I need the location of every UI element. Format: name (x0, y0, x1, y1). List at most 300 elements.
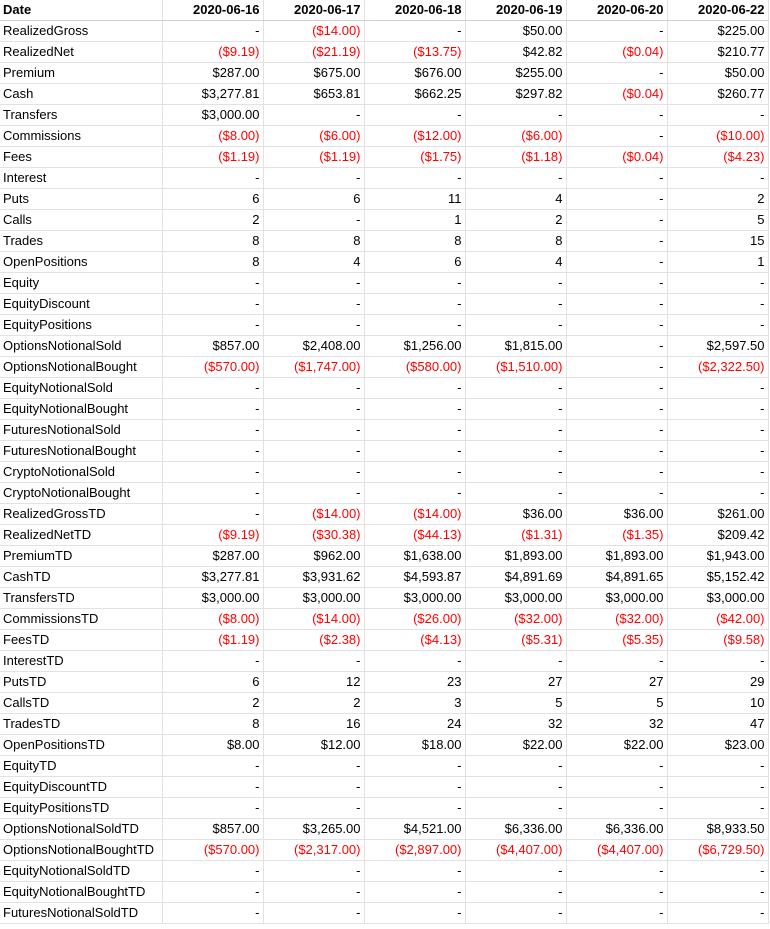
value-cell[interactable]: 8 (364, 231, 465, 252)
value-cell[interactable]: - (364, 798, 465, 819)
value-cell[interactable]: 1 (667, 252, 768, 273)
row-label-cell[interactable]: TransfersTD (0, 588, 162, 609)
value-cell[interactable]: - (364, 756, 465, 777)
value-cell[interactable]: - (364, 882, 465, 903)
value-cell[interactable]: - (667, 441, 768, 462)
value-cell[interactable]: ($14.00) (364, 504, 465, 525)
row-label-cell[interactable]: EquityDiscountTD (0, 777, 162, 798)
value-cell[interactable]: ($2,322.50) (667, 357, 768, 378)
value-cell[interactable]: - (667, 378, 768, 399)
value-cell[interactable]: 8 (162, 714, 263, 735)
value-cell[interactable]: - (263, 294, 364, 315)
value-cell[interactable]: - (263, 903, 364, 924)
value-cell[interactable]: $3,000.00 (465, 588, 566, 609)
value-cell[interactable]: 10 (667, 693, 768, 714)
value-cell[interactable]: - (566, 399, 667, 420)
value-cell[interactable]: 4 (465, 189, 566, 210)
value-cell[interactable]: 2 (667, 189, 768, 210)
row-label-cell[interactable]: OptionsNotionalSoldTD (0, 819, 162, 840)
value-cell[interactable]: - (667, 882, 768, 903)
value-cell[interactable]: - (465, 168, 566, 189)
value-cell[interactable]: - (364, 294, 465, 315)
value-cell[interactable]: - (465, 315, 566, 336)
value-cell[interactable]: - (162, 483, 263, 504)
value-cell[interactable]: ($2,317.00) (263, 840, 364, 861)
value-cell[interactable]: ($1.18) (465, 147, 566, 168)
value-cell[interactable]: 27 (566, 672, 667, 693)
value-cell[interactable]: - (667, 756, 768, 777)
value-cell[interactable]: $4,891.69 (465, 567, 566, 588)
value-cell[interactable]: $1,893.00 (465, 546, 566, 567)
value-cell[interactable]: $3,000.00 (162, 588, 263, 609)
value-cell[interactable]: ($1.19) (263, 147, 364, 168)
value-cell[interactable]: - (162, 273, 263, 294)
value-cell[interactable]: $50.00 (465, 21, 566, 42)
row-label-cell[interactable]: CryptoNotionalBought (0, 483, 162, 504)
value-cell[interactable]: ($1.19) (162, 630, 263, 651)
value-cell[interactable]: - (566, 798, 667, 819)
value-cell[interactable]: $3,265.00 (263, 819, 364, 840)
value-cell[interactable]: 16 (263, 714, 364, 735)
value-cell[interactable]: - (667, 798, 768, 819)
value-cell[interactable]: ($1.75) (364, 147, 465, 168)
value-cell[interactable]: ($44.13) (364, 525, 465, 546)
row-label-cell[interactable]: EquityNotionalSoldTD (0, 861, 162, 882)
value-cell[interactable]: $6,336.00 (566, 819, 667, 840)
value-cell[interactable]: - (465, 861, 566, 882)
header-cell[interactable]: 2020-06-16 (162, 0, 263, 21)
value-cell[interactable]: - (465, 756, 566, 777)
value-cell[interactable]: 32 (465, 714, 566, 735)
value-cell[interactable]: $23.00 (667, 735, 768, 756)
value-cell[interactable]: ($14.00) (263, 21, 364, 42)
value-cell[interactable]: - (364, 399, 465, 420)
value-cell[interactable]: 8 (263, 231, 364, 252)
row-label-cell[interactable]: Fees (0, 147, 162, 168)
row-label-cell[interactable]: Commissions (0, 126, 162, 147)
value-cell[interactable]: ($4,407.00) (566, 840, 667, 861)
value-cell[interactable]: - (263, 441, 364, 462)
value-cell[interactable]: ($1,747.00) (263, 357, 364, 378)
value-cell[interactable]: 6 (162, 189, 263, 210)
value-cell[interactable]: - (162, 399, 263, 420)
value-cell[interactable]: - (566, 462, 667, 483)
value-cell[interactable]: $4,593.87 (364, 567, 465, 588)
value-cell[interactable]: - (465, 798, 566, 819)
value-cell[interactable]: 15 (667, 231, 768, 252)
value-cell[interactable]: - (263, 168, 364, 189)
row-label-cell[interactable]: RealizedNetTD (0, 525, 162, 546)
value-cell[interactable]: - (465, 399, 566, 420)
value-cell[interactable]: - (162, 462, 263, 483)
row-label-cell[interactable]: Puts (0, 189, 162, 210)
value-cell[interactable]: 23 (364, 672, 465, 693)
row-label-cell[interactable]: EquityTD (0, 756, 162, 777)
value-cell[interactable]: - (364, 21, 465, 42)
value-cell[interactable]: $225.00 (667, 21, 768, 42)
value-cell[interactable]: - (263, 105, 364, 126)
value-cell[interactable]: 2 (162, 693, 263, 714)
row-label-cell[interactable]: OptionsNotionalSold (0, 336, 162, 357)
value-cell[interactable]: - (465, 882, 566, 903)
value-cell[interactable]: - (364, 651, 465, 672)
value-cell[interactable]: ($4.23) (667, 147, 768, 168)
value-cell[interactable]: - (364, 483, 465, 504)
value-cell[interactable]: - (667, 861, 768, 882)
value-cell[interactable]: - (667, 903, 768, 924)
value-cell[interactable]: $857.00 (162, 819, 263, 840)
value-cell[interactable]: ($2,897.00) (364, 840, 465, 861)
value-cell[interactable]: $1,943.00 (667, 546, 768, 567)
row-label-cell[interactable]: CallsTD (0, 693, 162, 714)
row-label-cell[interactable]: RealizedNet (0, 42, 162, 63)
value-cell[interactable]: ($6.00) (465, 126, 566, 147)
value-cell[interactable]: ($42.00) (667, 609, 768, 630)
value-cell[interactable]: $42.82 (465, 42, 566, 63)
value-cell[interactable]: 2 (162, 210, 263, 231)
value-cell[interactable]: ($570.00) (162, 357, 263, 378)
value-cell[interactable]: 2 (465, 210, 566, 231)
value-cell[interactable]: ($0.04) (566, 42, 667, 63)
row-label-cell[interactable]: OpenPositions (0, 252, 162, 273)
row-label-cell[interactable]: Transfers (0, 105, 162, 126)
value-cell[interactable]: - (566, 420, 667, 441)
value-cell[interactable]: $3,000.00 (364, 588, 465, 609)
value-cell[interactable]: - (263, 483, 364, 504)
row-label-cell[interactable]: EquityPositionsTD (0, 798, 162, 819)
value-cell[interactable]: $18.00 (364, 735, 465, 756)
value-cell[interactable]: ($0.04) (566, 147, 667, 168)
value-cell[interactable]: - (162, 21, 263, 42)
value-cell[interactable]: - (566, 294, 667, 315)
value-cell[interactable]: 11 (364, 189, 465, 210)
value-cell[interactable]: - (667, 462, 768, 483)
value-cell[interactable]: - (263, 273, 364, 294)
value-cell[interactable]: - (263, 651, 364, 672)
value-cell[interactable]: - (263, 882, 364, 903)
row-label-cell[interactable]: CryptoNotionalSold (0, 462, 162, 483)
value-cell[interactable]: $3,277.81 (162, 84, 263, 105)
value-cell[interactable]: $287.00 (162, 63, 263, 84)
value-cell[interactable]: - (364, 315, 465, 336)
value-cell[interactable]: $4,891.65 (566, 567, 667, 588)
value-cell[interactable]: - (162, 756, 263, 777)
value-cell[interactable]: 8 (162, 231, 263, 252)
value-cell[interactable]: $36.00 (465, 504, 566, 525)
value-cell[interactable]: - (162, 441, 263, 462)
value-cell[interactable]: 1 (364, 210, 465, 231)
value-cell[interactable]: - (263, 462, 364, 483)
value-cell[interactable]: ($26.00) (364, 609, 465, 630)
value-cell[interactable]: $36.00 (566, 504, 667, 525)
value-cell[interactable]: 5 (667, 210, 768, 231)
value-cell[interactable]: ($8.00) (162, 609, 263, 630)
value-cell[interactable]: - (162, 882, 263, 903)
row-label-cell[interactable]: EquityNotionalSold (0, 378, 162, 399)
value-cell[interactable]: ($32.00) (465, 609, 566, 630)
row-label-cell[interactable]: OpenPositionsTD (0, 735, 162, 756)
header-cell[interactable]: 2020-06-19 (465, 0, 566, 21)
value-cell[interactable]: - (364, 441, 465, 462)
row-label-cell[interactable]: FeesTD (0, 630, 162, 651)
value-cell[interactable]: ($5.31) (465, 630, 566, 651)
value-cell[interactable]: $3,000.00 (263, 588, 364, 609)
value-cell[interactable]: $260.77 (667, 84, 768, 105)
value-cell[interactable]: - (566, 651, 667, 672)
value-cell[interactable]: 24 (364, 714, 465, 735)
value-cell[interactable]: - (263, 210, 364, 231)
value-cell[interactable]: ($6.00) (263, 126, 364, 147)
value-cell[interactable]: $50.00 (667, 63, 768, 84)
header-cell[interactable]: Date (0, 0, 162, 21)
row-label-cell[interactable]: EquityPositions (0, 315, 162, 336)
value-cell[interactable]: - (566, 189, 667, 210)
value-cell[interactable]: - (465, 651, 566, 672)
value-cell[interactable]: - (364, 378, 465, 399)
value-cell[interactable]: - (364, 462, 465, 483)
value-cell[interactable]: - (162, 903, 263, 924)
value-cell[interactable]: ($4.13) (364, 630, 465, 651)
value-cell[interactable]: - (263, 399, 364, 420)
value-cell[interactable]: ($2.38) (263, 630, 364, 651)
value-cell[interactable]: - (566, 63, 667, 84)
row-label-cell[interactable]: Interest (0, 168, 162, 189)
value-cell[interactable]: - (465, 483, 566, 504)
row-label-cell[interactable]: PremiumTD (0, 546, 162, 567)
value-cell[interactable]: $675.00 (263, 63, 364, 84)
value-cell[interactable]: 3 (364, 693, 465, 714)
value-cell[interactable]: $2,597.50 (667, 336, 768, 357)
value-cell[interactable]: - (162, 798, 263, 819)
row-label-cell[interactable]: EquityNotionalBought (0, 399, 162, 420)
value-cell[interactable]: $5,152.42 (667, 567, 768, 588)
value-cell[interactable]: ($9.19) (162, 42, 263, 63)
value-cell[interactable]: - (162, 504, 263, 525)
value-cell[interactable]: ($0.04) (566, 84, 667, 105)
value-cell[interactable]: 4 (465, 252, 566, 273)
row-label-cell[interactable]: EquityNotionalBoughtTD (0, 882, 162, 903)
header-cell[interactable]: 2020-06-18 (364, 0, 465, 21)
row-label-cell[interactable]: PutsTD (0, 672, 162, 693)
value-cell[interactable]: $261.00 (667, 504, 768, 525)
value-cell[interactable]: $3,000.00 (566, 588, 667, 609)
value-cell[interactable]: ($30.38) (263, 525, 364, 546)
value-cell[interactable]: ($9.58) (667, 630, 768, 651)
value-cell[interactable]: - (364, 861, 465, 882)
row-label-cell[interactable]: TradesTD (0, 714, 162, 735)
value-cell[interactable]: - (364, 777, 465, 798)
value-cell[interactable]: 6 (263, 189, 364, 210)
row-label-cell[interactable]: FuturesNotionalSold (0, 420, 162, 441)
value-cell[interactable]: - (162, 861, 263, 882)
value-cell[interactable]: $3,277.81 (162, 567, 263, 588)
value-cell[interactable]: ($9.19) (162, 525, 263, 546)
value-cell[interactable]: 5 (465, 693, 566, 714)
value-cell[interactable]: 4 (263, 252, 364, 273)
value-cell[interactable]: - (566, 903, 667, 924)
value-cell[interactable]: - (566, 168, 667, 189)
value-cell[interactable]: - (566, 21, 667, 42)
value-cell[interactable]: ($12.00) (364, 126, 465, 147)
value-cell[interactable]: ($13.75) (364, 42, 465, 63)
row-label-cell[interactable]: OptionsNotionalBoughtTD (0, 840, 162, 861)
row-label-cell[interactable]: CashTD (0, 567, 162, 588)
value-cell[interactable]: - (162, 420, 263, 441)
value-cell[interactable]: $4,521.00 (364, 819, 465, 840)
row-label-cell[interactable]: RealizedGrossTD (0, 504, 162, 525)
value-cell[interactable]: - (263, 315, 364, 336)
value-cell[interactable]: - (667, 651, 768, 672)
value-cell[interactable]: ($1.31) (465, 525, 566, 546)
value-cell[interactable]: - (566, 882, 667, 903)
value-cell[interactable]: $8,933.50 (667, 819, 768, 840)
value-cell[interactable]: 6 (364, 252, 465, 273)
value-cell[interactable]: 32 (566, 714, 667, 735)
value-cell[interactable]: - (162, 651, 263, 672)
value-cell[interactable]: $1,815.00 (465, 336, 566, 357)
value-cell[interactable]: - (162, 294, 263, 315)
row-label-cell[interactable]: OptionsNotionalBought (0, 357, 162, 378)
value-cell[interactable]: $653.81 (263, 84, 364, 105)
value-cell[interactable]: - (566, 231, 667, 252)
header-cell[interactable]: 2020-06-17 (263, 0, 364, 21)
value-cell[interactable]: ($14.00) (263, 609, 364, 630)
value-cell[interactable]: 6 (162, 672, 263, 693)
value-cell[interactable]: - (566, 210, 667, 231)
value-cell[interactable]: - (667, 273, 768, 294)
value-cell[interactable]: - (667, 483, 768, 504)
value-cell[interactable]: $1,638.00 (364, 546, 465, 567)
value-cell[interactable]: ($1.35) (566, 525, 667, 546)
value-cell[interactable]: ($14.00) (263, 504, 364, 525)
value-cell[interactable]: - (263, 798, 364, 819)
row-label-cell[interactable]: EquityDiscount (0, 294, 162, 315)
value-cell[interactable]: 5 (566, 693, 667, 714)
value-cell[interactable]: $22.00 (465, 735, 566, 756)
value-cell[interactable]: ($32.00) (566, 609, 667, 630)
value-cell[interactable]: 8 (465, 231, 566, 252)
value-cell[interactable]: - (566, 315, 667, 336)
value-cell[interactable]: - (566, 378, 667, 399)
value-cell[interactable]: - (465, 378, 566, 399)
value-cell[interactable]: $3,000.00 (667, 588, 768, 609)
value-cell[interactable]: - (566, 777, 667, 798)
value-cell[interactable]: 27 (465, 672, 566, 693)
value-cell[interactable]: $8.00 (162, 735, 263, 756)
value-cell[interactable]: - (263, 378, 364, 399)
value-cell[interactable]: - (465, 777, 566, 798)
value-cell[interactable]: $962.00 (263, 546, 364, 567)
row-label-cell[interactable]: InterestTD (0, 651, 162, 672)
value-cell[interactable]: $676.00 (364, 63, 465, 84)
value-cell[interactable]: - (566, 861, 667, 882)
row-label-cell[interactable]: RealizedGross (0, 21, 162, 42)
value-cell[interactable]: ($5.35) (566, 630, 667, 651)
value-cell[interactable]: 12 (263, 672, 364, 693)
value-cell[interactable]: - (263, 861, 364, 882)
value-cell[interactable]: $3,931.62 (263, 567, 364, 588)
value-cell[interactable]: $22.00 (566, 735, 667, 756)
value-cell[interactable]: 2 (263, 693, 364, 714)
value-cell[interactable]: - (465, 420, 566, 441)
value-cell[interactable]: - (667, 399, 768, 420)
value-cell[interactable]: - (667, 168, 768, 189)
row-label-cell[interactable]: Equity (0, 273, 162, 294)
value-cell[interactable]: - (465, 105, 566, 126)
value-cell[interactable]: - (465, 294, 566, 315)
value-cell[interactable]: - (364, 903, 465, 924)
value-cell[interactable]: - (162, 777, 263, 798)
value-cell[interactable]: ($4,407.00) (465, 840, 566, 861)
value-cell[interactable]: $2,408.00 (263, 336, 364, 357)
header-cell[interactable]: 2020-06-20 (566, 0, 667, 21)
value-cell[interactable]: $12.00 (263, 735, 364, 756)
value-cell[interactable]: - (566, 756, 667, 777)
value-cell[interactable]: 29 (667, 672, 768, 693)
value-cell[interactable]: - (162, 378, 263, 399)
value-cell[interactable]: - (465, 273, 566, 294)
value-cell[interactable]: - (465, 441, 566, 462)
value-cell[interactable]: ($1,510.00) (465, 357, 566, 378)
value-cell[interactable]: - (364, 420, 465, 441)
value-cell[interactable]: - (364, 273, 465, 294)
value-cell[interactable]: - (667, 420, 768, 441)
value-cell[interactable]: - (162, 168, 263, 189)
row-label-cell[interactable]: Premium (0, 63, 162, 84)
value-cell[interactable]: ($6,729.50) (667, 840, 768, 861)
value-cell[interactable]: - (566, 273, 667, 294)
value-cell[interactable]: - (364, 105, 465, 126)
value-cell[interactable]: - (566, 252, 667, 273)
value-cell[interactable]: ($570.00) (162, 840, 263, 861)
value-cell[interactable]: - (667, 294, 768, 315)
row-label-cell[interactable]: FuturesNotionalSoldTD (0, 903, 162, 924)
value-cell[interactable]: $255.00 (465, 63, 566, 84)
value-cell[interactable]: - (263, 420, 364, 441)
value-cell[interactable]: $209.42 (667, 525, 768, 546)
value-cell[interactable]: - (566, 105, 667, 126)
value-cell[interactable]: 47 (667, 714, 768, 735)
value-cell[interactable]: - (566, 441, 667, 462)
row-label-cell[interactable]: Calls (0, 210, 162, 231)
value-cell[interactable]: - (263, 777, 364, 798)
value-cell[interactable]: ($8.00) (162, 126, 263, 147)
value-cell[interactable]: $3,000.00 (162, 105, 263, 126)
value-cell[interactable]: 8 (162, 252, 263, 273)
value-cell[interactable]: $6,336.00 (465, 819, 566, 840)
value-cell[interactable]: - (465, 903, 566, 924)
header-cell[interactable]: 2020-06-22 (667, 0, 768, 21)
value-cell[interactable]: $210.77 (667, 42, 768, 63)
value-cell[interactable]: - (162, 315, 263, 336)
row-label-cell[interactable]: Cash (0, 84, 162, 105)
value-cell[interactable]: - (566, 336, 667, 357)
value-cell[interactable]: - (465, 462, 566, 483)
value-cell[interactable]: ($1.19) (162, 147, 263, 168)
value-cell[interactable]: ($10.00) (667, 126, 768, 147)
value-cell[interactable]: ($21.19) (263, 42, 364, 63)
value-cell[interactable]: ($580.00) (364, 357, 465, 378)
value-cell[interactable]: $287.00 (162, 546, 263, 567)
row-label-cell[interactable]: CommissionsTD (0, 609, 162, 630)
row-label-cell[interactable]: FuturesNotionalBought (0, 441, 162, 462)
value-cell[interactable]: - (263, 756, 364, 777)
value-cell[interactable]: $857.00 (162, 336, 263, 357)
value-cell[interactable]: - (667, 777, 768, 798)
value-cell[interactable]: - (364, 168, 465, 189)
value-cell[interactable]: - (667, 315, 768, 336)
value-cell[interactable]: $1,256.00 (364, 336, 465, 357)
